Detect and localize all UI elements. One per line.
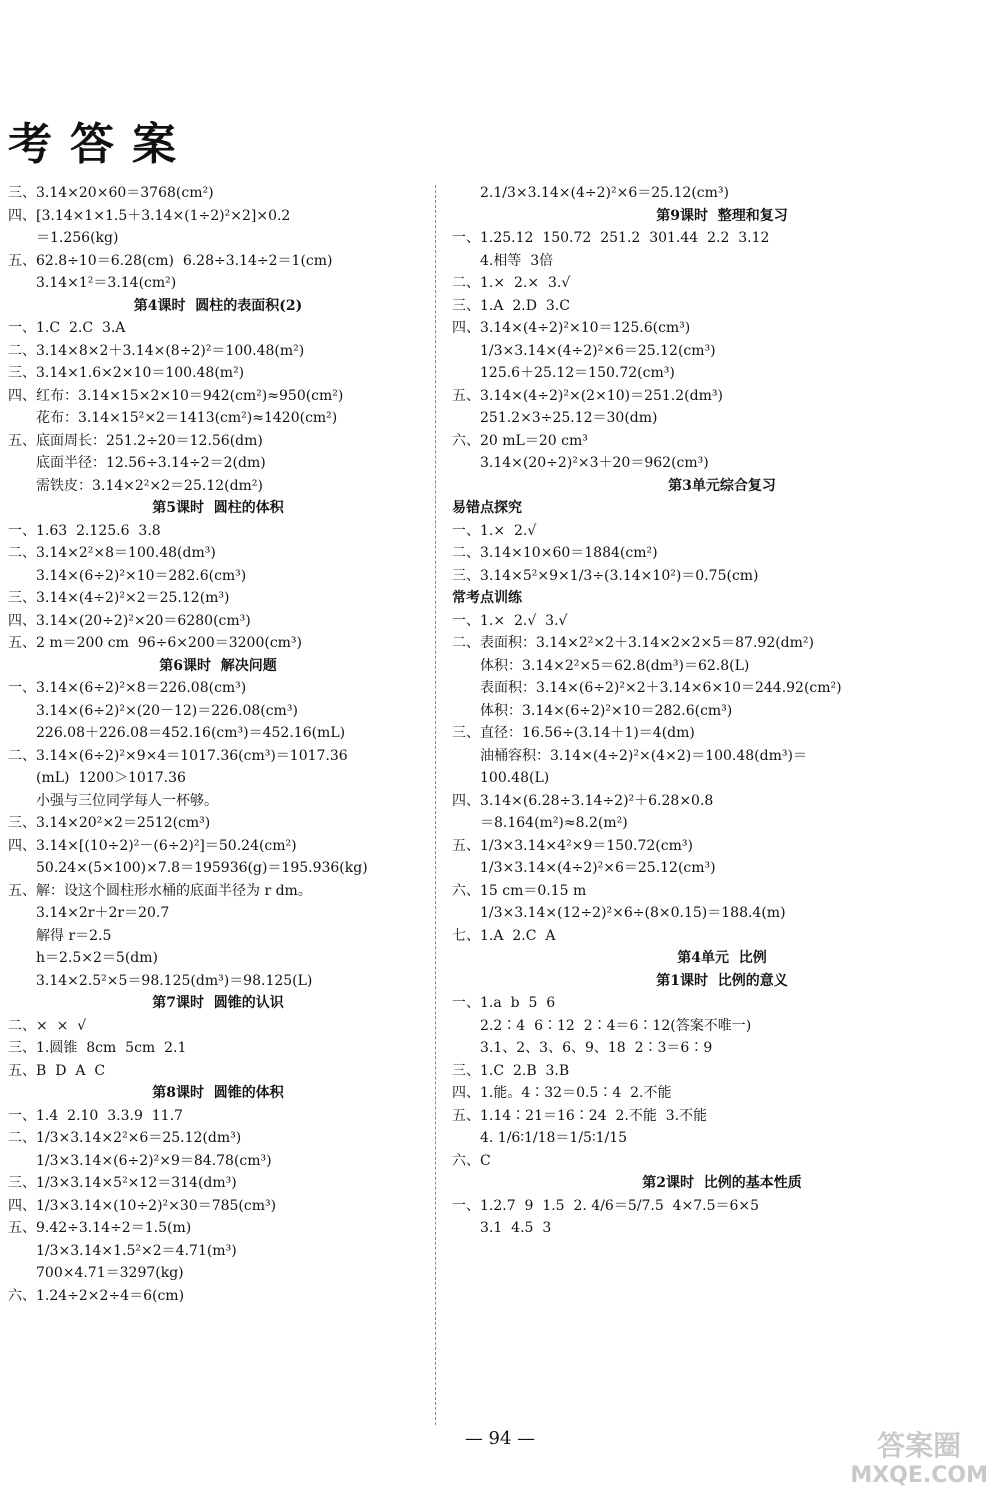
left-column [8, 182, 428, 1307]
answer-line: 三、3.14×20×60＝3768(cm²) [8, 185, 214, 201]
right-column [452, 182, 992, 1240]
answer-line: 表面积：3.14×(6÷2)²×2＋3.14×6×10＝244.92(cm²) [480, 680, 842, 696]
answer-line: 2.1/3×3.14×(4÷2)²×6＝25.12(cm³) [480, 185, 729, 201]
answer-line: 3.14×(6÷2)²×10＝282.6(cm³) [36, 567, 247, 584]
answer-line: 一、1.25.12 150.72 251.2 301.44 2.2 3.12 [452, 230, 770, 246]
answer-line: 六、C [452, 1152, 491, 1169]
answer-line: 226.08＋226.08＝452.16(cm³)＝452.16(mL) [36, 725, 346, 741]
unit-heading: 第3单元综合复习 [668, 477, 776, 494]
answer-line: 4. 1/6∶1/18＝1/5∶1/15 [480, 1130, 628, 1146]
answer-line: 3.1、2、3、6、9、18 2∶3＝6∶9 [480, 1040, 713, 1056]
section-heading: 第8课时 圆锥的体积 [152, 1085, 284, 1101]
answer-line: 四、1.能。4∶32＝0.5∶4 2.不能 [452, 1085, 672, 1101]
answer-line: 3.14×(20÷2)²×3＋20＝962(cm³) [480, 455, 709, 471]
answer-line: 底面半径：12.56÷3.14÷2＝2(dm) [36, 455, 266, 471]
page-number: — 94 — [464, 1428, 536, 1449]
answer-line: 五、B D A C [8, 1062, 106, 1079]
answer-line: 二、表面积：3.14×2²×2＋3.14×2×2×5＝87.92(dm²) [452, 635, 814, 651]
answer-line: 三、1.A 2.D 3.C [452, 297, 570, 314]
answer-line: 二、3.14×2²×8＝100.48(dm³) [8, 545, 216, 561]
answer-line: 1/3×3.14×(6÷2)²×9＝84.78(cm³) [36, 1152, 272, 1169]
answer-line: 700×4.71＝3297(kg) [36, 1265, 184, 1281]
answer-line: 3.1 4.5 3 [480, 1220, 552, 1236]
subsection-heading: 易错点探究 [452, 500, 522, 516]
answer-line: 一、1.C 2.C 3.A [8, 320, 126, 336]
answer-line: 体积：3.14×2²×5＝62.8(dm³)＝62.8(L) [480, 657, 750, 674]
section-heading: 第7课时 圆锥的认识 [152, 995, 284, 1011]
answer-line: 五、3.14×(4÷2)²×(2×10)＝251.2(dm³) [452, 387, 723, 404]
answer-line: 1/3×3.14×(12÷2)²×6÷(8×0.15)＝188.4(m) [480, 905, 786, 921]
answer-line: ＝1.256(kg) [36, 230, 119, 246]
answer-line: 二、1.× 2.× 3.√ [452, 275, 571, 291]
answer-line: 3.14×2.5²×5＝98.125(dm³)＝98.125(L) [36, 972, 313, 989]
answer-line: 四、1/3×3.14×(10÷2)²×30＝785(cm³) [8, 1197, 277, 1214]
answer-line: 50.24×(5×100)×7.8＝195936(g)＝195.936(kg) [36, 860, 368, 876]
answer-line: 三、3.14×20²×2＝2512(cm³) [8, 815, 211, 831]
watermark-url: MXQE.COM [850, 1463, 988, 1488]
answer-line: 四、3.14×(20÷2)²×20＝6280(cm³) [8, 612, 251, 629]
section-heading: 第2课时 比例的基本性质 [642, 1175, 802, 1191]
answer-line: 三、直径：16.56÷(3.14＋1)＝4(dm) [452, 725, 695, 741]
answer-line: 二、3.14×8×2＋3.14×(8÷2)²＝100.48(m²) [8, 342, 305, 359]
unit-heading: 第4单元 比例 [677, 950, 767, 966]
answer-line: 油桶容积：3.14×(4÷2)²×(4×2)＝100.48(dm³)＝ [480, 747, 807, 764]
answer-line: 七、1.A 2.C A [452, 927, 556, 944]
section-heading: 第1课时 比例的意义 [656, 972, 788, 989]
answer-line: 三、3.14×1.6×2×10＝100.48(m²) [8, 365, 245, 381]
answer-line: 五、9.42÷3.14÷2＝1.5(m) [8, 1220, 192, 1236]
answer-line: 四、[3.14×1×1.5＋3.14×(1÷2)²×2]×0.2 [8, 207, 291, 224]
column-divider [435, 185, 436, 1425]
answer-line: 一、1.63 2.125.6 3.8 [8, 522, 161, 539]
answer-line: 四、3.14×(4÷2)²×10＝125.6(cm³) [452, 320, 691, 336]
answer-line: 五、底面周长：251.2÷20＝12.56(dm) [8, 432, 263, 449]
answer-line: 一、1.× 2.√ 3.√ [452, 612, 568, 629]
answer-line: 花布：3.14×15²×2＝1413(cm²)≈1420(cm²) [36, 410, 338, 426]
answer-line: 1/3×3.14×1.5²×2＝4.71(m³) [36, 1242, 237, 1259]
answer-line: 五、1.14∶21＝16∶24 2.不能 3.不能 [452, 1107, 708, 1124]
answer-line: 2.2∶4 6∶12 2∶4＝6∶12(答案不唯一) [480, 1017, 752, 1034]
answer-line: 一、1.2.7 9 1.5 2. 4/6＝5/7.5 4×7.5＝6×5 [452, 1197, 760, 1214]
answer-line: 一、3.14×(6÷2)²×8＝226.08(cm³) [8, 680, 247, 696]
answer-line: 四、红布：3.14×15×2×10＝942(cm²)≈950(cm²) [8, 387, 344, 404]
answer-line: 二、× × √ [8, 1017, 87, 1034]
answer-line: 1/3×3.14×(4÷2)²×6＝25.12(cm³) [480, 860, 716, 876]
answer-line: 六、15 cm＝0.15 m [452, 882, 587, 899]
answer-line: 四、3.14×[(10÷2)²－(6÷2)²]＝50.24(cm²) [8, 837, 297, 854]
answer-line: 一、1.a b 5 6 [452, 995, 556, 1011]
answer-line: 五、2 m＝200 cm 96÷6×200＝3200(cm³) [8, 635, 303, 651]
answer-line: 三、3.14×(4÷2)²×2＝25.12(m³) [8, 590, 230, 606]
answer-line: 五、解：设这个圆柱形水桶的底面半径为 r dm。 [8, 882, 312, 899]
watermark-logo [850, 1431, 988, 1491]
answer-line: 需铁皮：3.14×2²×2＝25.12(dm²) [36, 477, 263, 494]
answer-line: 100.48(L) [480, 770, 550, 786]
answer-line: 二、3.14×10×60＝1884(cm²) [452, 545, 658, 561]
section-heading: 第9课时 整理和复习 [656, 207, 788, 224]
answer-line: 三、3.14×5²×9×1/3÷(3.14×10²)＝0.75(cm) [452, 567, 759, 584]
answer-line: 三、1.C 2.B 3.B [452, 1062, 570, 1079]
answer-line: 125.6＋25.12＝150.72(cm³) [480, 365, 675, 381]
answer-line: 解得 r＝2.5 [36, 927, 112, 944]
answer-line: 五、62.8÷10＝6.28(cm) 6.28÷3.14÷2＝1(cm) [8, 252, 333, 269]
answer-line: 体积：3.14×(6÷2)²×10＝282.6(cm³) [480, 702, 733, 719]
answer-line: 六、1.24÷2×2÷4＝6(cm) [8, 1287, 185, 1304]
answer-line: 五、1/3×3.14×4²×9＝150.72(cm³) [452, 837, 693, 854]
section-heading: 第5课时 圆柱的体积 [152, 500, 284, 516]
answer-line: 小强与三位同学每人一杯够。 [36, 792, 218, 809]
answer-line: 一、1.× 2.√ [452, 522, 537, 539]
answer-line: 三、1/3×3.14×5²×12＝314(dm³) [8, 1175, 237, 1191]
answer-line: 一、1.4 2.10 3.3.9 11.7 [8, 1107, 183, 1124]
answer-line: 4.相等 3倍 [480, 252, 554, 269]
answer-line: 251.2×3÷25.12＝30(dm) [480, 410, 658, 426]
answer-line: (mL) 1200＞1017.36 [36, 770, 186, 786]
answer-line: 3.14×(6÷2)²×(20－12)＝226.08(cm³) [36, 702, 298, 719]
answer-line: 3.14×1²＝3.14(cm²) [36, 275, 177, 291]
answer-line: 3.14×2r＋2r＝20.7 [36, 905, 170, 921]
page-title: 考答案 [8, 119, 194, 170]
answer-line: ＝8.164(m²)≈8.2(m²) [480, 815, 628, 831]
section-heading: 第4课时 圆柱的表面积(2) [133, 297, 303, 314]
answer-line: 二、3.14×(6÷2)²×9×4＝1017.36(cm³)＝1017.36 [8, 747, 348, 764]
answer-line: 三、1.圆锥 8cm 5cm 2.1 [8, 1040, 187, 1056]
answer-line: 二、1/3×3.14×2²×6＝25.12(dm³) [8, 1130, 242, 1146]
subsection-heading: 常考点训练 [452, 590, 522, 606]
answer-line: 四、3.14×(6.28÷3.14÷2)²＋6.28×0.8 [452, 792, 714, 809]
answer-line: h＝2.5×2＝5(dm) [36, 950, 158, 966]
watermark-text: 答案圈 [877, 1429, 962, 1462]
section-heading: 第6课时 解决问题 [159, 657, 277, 674]
answer-line: 1/3×3.14×(4÷2)²×6＝25.12(cm³) [480, 342, 716, 359]
answer-line: 六、20 mL＝20 cm³ [452, 432, 588, 449]
